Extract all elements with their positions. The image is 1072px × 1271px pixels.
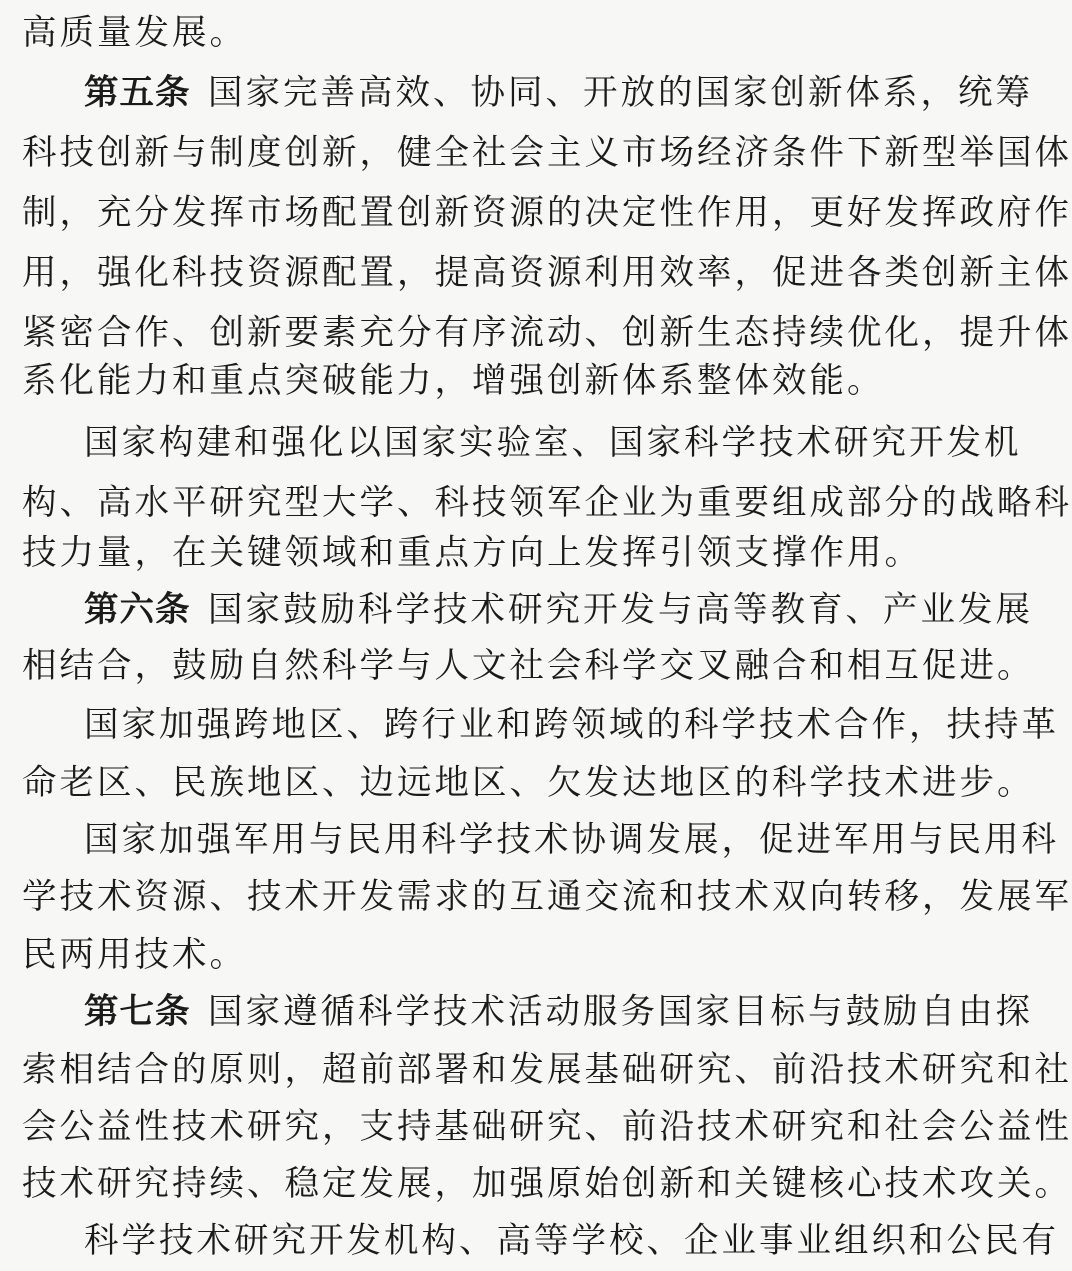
- text-line: 技力量，在关键领域和重点方向上发挥引领支撑作用。: [22, 533, 922, 573]
- text-line: 会公益性技术研究，支持基础研究、前沿技术研究和社会公益性: [22, 1107, 1072, 1147]
- article-5-heading-line: [84, 68, 1033, 118]
- text-line: 高质量发展。: [22, 13, 247, 53]
- text-line: 构、高水平研究型大学、科技领军企业为重要组成部分的战略科: [22, 483, 1072, 523]
- text-line: 相结合，鼓励自然科学与人文社会科学交叉融合和相互促进。: [22, 646, 1035, 686]
- text-line: 制，充分发挥市场配置创新资源的决定性作用，更好发挥政府作: [22, 193, 1072, 233]
- text-line: 科技创新与制度创新，健全社会主义市场经济条件下新型举国体: [22, 133, 1072, 173]
- text-line: 命老区、民族地区、边远地区、欠发达地区的科学技术进步。: [22, 763, 1035, 803]
- text-line: 民两用技术。: [22, 935, 247, 975]
- text-line: 索相结合的原则，超前部署和发展基础研究、前沿技术研究和社: [22, 1050, 1072, 1090]
- text-line: 系化能力和重点突破能力，增强创新体系整体效能。: [22, 361, 885, 401]
- article-6-title: 第六条: [84, 590, 191, 630]
- text-line: 用，强化科技资源配置，提高资源利用效率，促进各类创新主体: [22, 253, 1072, 293]
- article-7-heading-line: [84, 987, 1033, 1037]
- article-6-heading-line: [84, 585, 1033, 635]
- article-5-title: 第五条: [84, 73, 191, 113]
- article-7-title: 第七条: [84, 992, 191, 1032]
- text-line: 国家鼓励科学技术研究开发与高等教育、产业发展: [208, 590, 1033, 630]
- text-line: 科学技术研究开发机构、高等学校、企业事业组织和公民有: [84, 1221, 1059, 1261]
- text-line: 国家构建和强化以国家实验室、国家科学技术研究开发机: [84, 423, 1022, 463]
- text-line: 学技术资源、技术开发需求的互通交流和技术双向转移，发展军: [22, 877, 1072, 917]
- text-line: 技术研究持续、稳定发展，加强原始创新和关键核心技术攻关。: [22, 1164, 1072, 1204]
- text-line: 紧密合作、创新要素充分有序流动、创新生态持续优化，提升体: [22, 313, 1072, 353]
- text-line: 国家完善高效、协同、开放的国家创新体系，统筹: [208, 73, 1033, 113]
- text-line: 国家加强军用与民用科学技术协调发展，促进军用与民用科: [84, 820, 1059, 860]
- text-line: 国家加强跨地区、跨行业和跨领域的科学技术合作，扶持革: [84, 705, 1059, 745]
- text-line: 国家遵循科学技术活动服务国家目标与鼓励自由探: [208, 992, 1033, 1032]
